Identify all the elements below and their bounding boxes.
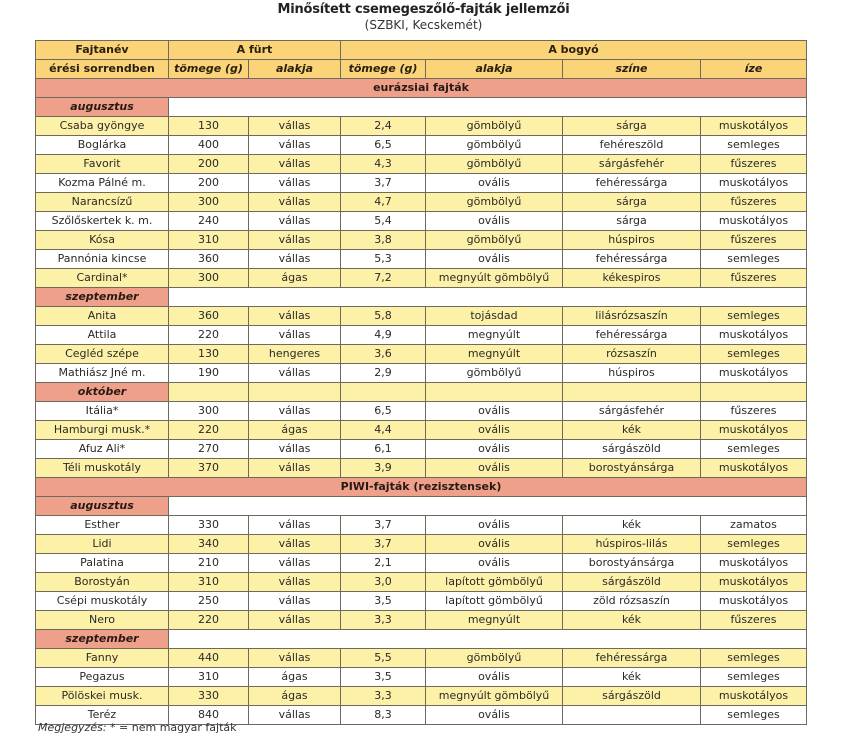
cell-bogyo-alakja: megnyúlt	[426, 326, 563, 345]
cell-bogyo-szine: sárgásfehér	[563, 155, 701, 174]
cell-bogyo-tomege: 4,9	[341, 326, 426, 345]
table-row	[36, 193, 807, 212]
cell-name: Cegléd szépe	[36, 345, 169, 364]
cell-bogyo-tomege: 3,0	[341, 573, 426, 592]
cell-furt-alakja: vállas	[249, 459, 341, 478]
cell-bogyo-ize: muskotályos	[701, 364, 807, 383]
cell-bogyo-szine: húspiros	[563, 364, 701, 383]
cell-bogyo-alakja: lapított gömbölyű	[426, 573, 563, 592]
cell-bogyo-ize: semleges	[701, 706, 807, 725]
month-row	[36, 98, 807, 117]
table-row	[36, 136, 807, 155]
cell-bogyo-ize: muskotályos	[701, 573, 807, 592]
cell-bogyo-tomege: 5,3	[341, 250, 426, 269]
cell-bogyo-alakja: ovális	[426, 459, 563, 478]
cell-bogyo-ize: fűszeres	[701, 269, 807, 288]
cell-furt-tomege: 310	[169, 231, 249, 250]
cell-bogyo-szine: borostyánsárga	[563, 459, 701, 478]
table-row	[36, 117, 807, 136]
cell-furt-tomege: 300	[169, 193, 249, 212]
table-row	[36, 402, 807, 421]
cell-bogyo-szine: kék	[563, 516, 701, 535]
cell-bogyo-tomege: 6,5	[341, 136, 426, 155]
month-row	[36, 497, 807, 516]
cell-furt-alakja: vállas	[249, 136, 341, 155]
cell-furt-tomege: 440	[169, 649, 249, 668]
cell-furt-alakja: vállas	[249, 326, 341, 345]
month-label: szeptember	[36, 630, 169, 649]
cell-furt-tomege: 220	[169, 326, 249, 345]
cell-bogyo-szine: sárga	[563, 117, 701, 136]
cell-bogyo-szine: húspiros	[563, 231, 701, 250]
cell-bogyo-szine: zöld rózsaszín	[563, 592, 701, 611]
cell-bogyo-ize: muskotályos	[701, 421, 807, 440]
cell-furt-tomege: 310	[169, 668, 249, 687]
cell-name: Téli muskotály	[36, 459, 169, 478]
cell-bogyo-ize: muskotályos	[701, 117, 807, 136]
cell-bogyo-alakja: ovális	[426, 212, 563, 231]
cell-name: Nero	[36, 611, 169, 630]
empty-cell	[426, 383, 563, 402]
cell-bogyo-ize: semleges	[701, 136, 807, 155]
table-row	[36, 345, 807, 364]
table-row	[36, 212, 807, 231]
cell-name: Csaba gyöngye	[36, 117, 169, 136]
cell-bogyo-alakja: ovális	[426, 516, 563, 535]
cell-bogyo-tomege: 5,4	[341, 212, 426, 231]
cell-bogyo-szine: sárgászöld	[563, 573, 701, 592]
cell-bogyo-ize: semleges	[701, 345, 807, 364]
cell-bogyo-szine: fehéressárga	[563, 250, 701, 269]
header-bogyo-szine: színe	[563, 60, 701, 79]
cell-furt-tomege: 370	[169, 459, 249, 478]
cell-bogyo-ize: muskotályos	[701, 326, 807, 345]
cell-bogyo-tomege: 4,3	[341, 155, 426, 174]
cell-bogyo-szine: fehéressárga	[563, 174, 701, 193]
cell-bogyo-ize: semleges	[701, 668, 807, 687]
cell-name: Attila	[36, 326, 169, 345]
cell-bogyo-alakja: megnyúlt gömbölyű	[426, 687, 563, 706]
cell-bogyo-szine	[563, 706, 701, 725]
cell-bogyo-alakja: ovális	[426, 402, 563, 421]
cell-bogyo-tomege: 2,9	[341, 364, 426, 383]
cell-furt-tomege: 210	[169, 554, 249, 573]
header-bogyo-ize: íze	[701, 60, 807, 79]
header-furt-group: A fürt	[169, 41, 341, 60]
table-row	[36, 611, 807, 630]
cell-furt-alakja: vállas	[249, 706, 341, 725]
cell-bogyo-alakja: gömbölyű	[426, 136, 563, 155]
cell-bogyo-alakja: megnyúlt gömbölyű	[426, 269, 563, 288]
table-row	[36, 554, 807, 573]
cell-name: Hamburgi musk.*	[36, 421, 169, 440]
cell-bogyo-tomege: 3,3	[341, 611, 426, 630]
cell-furt-tomege: 840	[169, 706, 249, 725]
cell-furt-alakja: vállas	[249, 554, 341, 573]
cell-furt-tomege: 360	[169, 307, 249, 326]
cell-furt-tomege: 220	[169, 421, 249, 440]
cell-furt-alakja: ágas	[249, 269, 341, 288]
table-row	[36, 250, 807, 269]
cell-furt-alakja: vállas	[249, 231, 341, 250]
cell-name: Cardinal*	[36, 269, 169, 288]
cell-furt-tomege: 190	[169, 364, 249, 383]
cell-furt-tomege: 330	[169, 516, 249, 535]
month-label: augusztus	[36, 497, 169, 516]
cell-furt-alakja: vállas	[249, 250, 341, 269]
cell-bogyo-alakja: megnyúlt	[426, 345, 563, 364]
cell-bogyo-ize: muskotályos	[701, 174, 807, 193]
cell-furt-alakja: vállas	[249, 535, 341, 554]
cell-bogyo-alakja: gömbölyű	[426, 231, 563, 250]
cell-bogyo-alakja: tojásdad	[426, 307, 563, 326]
cell-furt-alakja: vállas	[249, 440, 341, 459]
cell-furt-tomege: 300	[169, 269, 249, 288]
table-row	[36, 535, 807, 554]
cell-bogyo-ize: muskotályos	[701, 687, 807, 706]
table-body	[36, 79, 807, 725]
cell-bogyo-tomege: 8,3	[341, 706, 426, 725]
cell-bogyo-szine: sárga	[563, 212, 701, 231]
cell-furt-alakja: vállas	[249, 174, 341, 193]
cell-bogyo-ize: fűszeres	[701, 402, 807, 421]
cell-bogyo-ize: semleges	[701, 535, 807, 554]
cell-name: Pegazus	[36, 668, 169, 687]
empty-cell	[341, 383, 426, 402]
cell-furt-tomege: 310	[169, 573, 249, 592]
cell-furt-alakja: vállas	[249, 212, 341, 231]
cell-bogyo-alakja: ovális	[426, 706, 563, 725]
cell-bogyo-tomege: 3,6	[341, 345, 426, 364]
table-row	[36, 307, 807, 326]
cell-name: Itália*	[36, 402, 169, 421]
cell-furt-alakja: vállas	[249, 402, 341, 421]
empty-cell	[169, 630, 807, 649]
cell-bogyo-tomege: 3,8	[341, 231, 426, 250]
cell-furt-tomege: 200	[169, 155, 249, 174]
table-row	[36, 668, 807, 687]
cell-bogyo-szine: rózsaszín	[563, 345, 701, 364]
cell-bogyo-tomege: 3,7	[341, 516, 426, 535]
cell-name: Palatina	[36, 554, 169, 573]
header-name-line2: érési sorrendben	[36, 60, 169, 79]
table-row	[36, 231, 807, 250]
cell-furt-tomege: 330	[169, 687, 249, 706]
cell-furt-alakja: vállas	[249, 573, 341, 592]
cell-bogyo-alakja: ovális	[426, 440, 563, 459]
empty-cell	[169, 288, 807, 307]
cell-name: Kozma Pálné m.	[36, 174, 169, 193]
cell-name: Boglárka	[36, 136, 169, 155]
header-furt-alakja: alakja	[249, 60, 341, 79]
cell-bogyo-szine: húspiros-lilás	[563, 535, 701, 554]
cell-bogyo-alakja: ovális	[426, 421, 563, 440]
cell-bogyo-tomege: 6,5	[341, 402, 426, 421]
cell-bogyo-tomege: 4,7	[341, 193, 426, 212]
cell-name: Fanny	[36, 649, 169, 668]
table-row	[36, 364, 807, 383]
table-subtitle: (SZBKI, Kecskemét)	[364, 18, 483, 32]
cell-bogyo-tomege: 3,7	[341, 174, 426, 193]
cell-furt-alakja: vállas	[249, 117, 341, 136]
cell-bogyo-szine: fehéressárga	[563, 649, 701, 668]
cell-name: Narancsízű	[36, 193, 169, 212]
cell-bogyo-ize: zamatos	[701, 516, 807, 535]
header-bogyo-group: A bogyó	[341, 41, 807, 60]
cell-bogyo-szine: kékespiros	[563, 269, 701, 288]
group-label: eurázsiai fajták	[36, 79, 807, 98]
cell-furt-alakja: vállas	[249, 649, 341, 668]
cell-furt-tomege: 240	[169, 212, 249, 231]
footnote-label: Megjegyzés:	[38, 721, 107, 734]
cell-bogyo-ize: fűszeres	[701, 193, 807, 212]
cell-bogyo-alakja: ovális	[426, 535, 563, 554]
table-row	[36, 573, 807, 592]
cell-name: Afuz Ali*	[36, 440, 169, 459]
month-row	[36, 630, 807, 649]
cell-bogyo-szine: borostyánsárga	[563, 554, 701, 573]
cell-bogyo-ize: semleges	[701, 307, 807, 326]
cell-bogyo-ize: muskotályos	[701, 459, 807, 478]
cell-bogyo-alakja: gömbölyű	[426, 364, 563, 383]
cell-bogyo-tomege: 3,9	[341, 459, 426, 478]
cell-bogyo-szine: kék	[563, 611, 701, 630]
cell-bogyo-tomege: 4,4	[341, 421, 426, 440]
cell-bogyo-alakja: ovális	[426, 668, 563, 687]
cell-furt-alakja: vállas	[249, 516, 341, 535]
empty-cell	[169, 383, 249, 402]
footnote	[38, 721, 237, 734]
cell-furt-alakja: ágas	[249, 668, 341, 687]
cell-furt-tomege: 340	[169, 535, 249, 554]
cell-bogyo-tomege: 5,8	[341, 307, 426, 326]
empty-cell	[169, 98, 807, 117]
cell-bogyo-szine: sárgászöld	[563, 687, 701, 706]
group-label: PIWI-fajták (rezisztensek)	[36, 478, 807, 497]
cell-furt-alakja: vállas	[249, 155, 341, 174]
empty-cell	[701, 383, 807, 402]
cell-bogyo-alakja: ovális	[426, 174, 563, 193]
header-bogyo-alakja: alakja	[426, 60, 563, 79]
cell-bogyo-szine: kék	[563, 421, 701, 440]
table-title: Minősített csemegeszőlő-fajták jellemzői	[277, 2, 570, 17]
cell-furt-tomege: 200	[169, 174, 249, 193]
cell-bogyo-tomege: 3,7	[341, 535, 426, 554]
cell-bogyo-ize: semleges	[701, 440, 807, 459]
month-row	[36, 383, 807, 402]
cell-furt-tomege: 130	[169, 117, 249, 136]
footnote-text: * = nem magyar fajták	[106, 721, 237, 734]
cell-name: Lidi	[36, 535, 169, 554]
cell-name: Csépi muskotály	[36, 592, 169, 611]
table-row	[36, 459, 807, 478]
cell-name: Anita	[36, 307, 169, 326]
empty-cell	[249, 383, 341, 402]
cell-bogyo-szine: sárga	[563, 193, 701, 212]
cell-bogyo-alakja: gömbölyű	[426, 155, 563, 174]
header-name-line1: Fajtanév	[36, 41, 169, 60]
cell-bogyo-ize: semleges	[701, 250, 807, 269]
cell-bogyo-ize: fűszeres	[701, 155, 807, 174]
cell-furt-tomege: 130	[169, 345, 249, 364]
cell-furt-alakja: ágas	[249, 421, 341, 440]
cell-furt-tomege: 360	[169, 250, 249, 269]
cell-bogyo-ize: semleges	[701, 649, 807, 668]
cell-bogyo-tomege: 2,1	[341, 554, 426, 573]
grape-varieties-table	[35, 40, 807, 725]
cell-bogyo-alakja: gömbölyű	[426, 649, 563, 668]
cell-bogyo-szine: sárgászöld	[563, 440, 701, 459]
cell-bogyo-alakja: gömbölyű	[426, 117, 563, 136]
cell-furt-alakja: vállas	[249, 307, 341, 326]
cell-bogyo-ize: muskotályos	[701, 592, 807, 611]
empty-cell	[169, 497, 807, 516]
cell-bogyo-ize: muskotályos	[701, 554, 807, 573]
cell-bogyo-tomege: 6,1	[341, 440, 426, 459]
cell-bogyo-alakja: megnyúlt	[426, 611, 563, 630]
cell-furt-tomege: 250	[169, 592, 249, 611]
cell-name: Mathiász Jné m.	[36, 364, 169, 383]
cell-bogyo-ize: muskotályos	[701, 212, 807, 231]
cell-furt-alakja: vállas	[249, 592, 341, 611]
cell-furt-alakja: vállas	[249, 611, 341, 630]
group-row	[36, 478, 807, 497]
cell-bogyo-alakja: ovális	[426, 250, 563, 269]
cell-furt-alakja: ágas	[249, 687, 341, 706]
table-row	[36, 421, 807, 440]
cell-name: Kósa	[36, 231, 169, 250]
table-row	[36, 687, 807, 706]
header-furt-tomege: tömege (g)	[169, 60, 249, 79]
cell-bogyo-alakja: lapított gömbölyű	[426, 592, 563, 611]
cell-bogyo-tomege: 3,5	[341, 592, 426, 611]
cell-bogyo-szine: lilásrózsaszín	[563, 307, 701, 326]
table-row	[36, 649, 807, 668]
table-row	[36, 592, 807, 611]
group-row	[36, 79, 807, 98]
table-row	[36, 326, 807, 345]
cell-bogyo-szine: fehéressárga	[563, 326, 701, 345]
cell-bogyo-ize: fűszeres	[701, 231, 807, 250]
cell-furt-tomege: 400	[169, 136, 249, 155]
cell-bogyo-tomege: 3,3	[341, 687, 426, 706]
cell-name: Szőlőskertek k. m.	[36, 212, 169, 231]
cell-bogyo-szine: sárgásfehér	[563, 402, 701, 421]
cell-bogyo-szine: kék	[563, 668, 701, 687]
cell-furt-alakja: vállas	[249, 193, 341, 212]
month-label: augusztus	[36, 98, 169, 117]
cell-bogyo-alakja: gömbölyű	[426, 193, 563, 212]
cell-name: Borostyán	[36, 573, 169, 592]
cell-furt-alakja: vállas	[249, 364, 341, 383]
header-bogyo-tomege: tömege (g)	[341, 60, 426, 79]
cell-furt-alakja: hengeres	[249, 345, 341, 364]
cell-furt-tomege: 300	[169, 402, 249, 421]
cell-furt-tomege: 270	[169, 440, 249, 459]
cell-bogyo-tomege: 3,5	[341, 668, 426, 687]
cell-furt-tomege: 220	[169, 611, 249, 630]
cell-bogyo-ize: fűszeres	[701, 611, 807, 630]
cell-name: Pannónia kincse	[36, 250, 169, 269]
month-label: szeptember	[36, 288, 169, 307]
table-row	[36, 516, 807, 535]
cell-name: Pölöskei musk.	[36, 687, 169, 706]
cell-bogyo-szine: fehéreszöld	[563, 136, 701, 155]
cell-bogyo-tomege: 7,2	[341, 269, 426, 288]
month-row	[36, 288, 807, 307]
table-row	[36, 155, 807, 174]
cell-bogyo-alakja: ovális	[426, 554, 563, 573]
cell-name: Esther	[36, 516, 169, 535]
month-label: október	[36, 383, 169, 402]
cell-name: Teréz	[36, 706, 169, 725]
table-row	[36, 269, 807, 288]
empty-cell	[563, 383, 701, 402]
cell-bogyo-tomege: 2,4	[341, 117, 426, 136]
cell-bogyo-tomege: 5,5	[341, 649, 426, 668]
cell-name: Favorit	[36, 155, 169, 174]
table-row	[36, 440, 807, 459]
table-row	[36, 174, 807, 193]
